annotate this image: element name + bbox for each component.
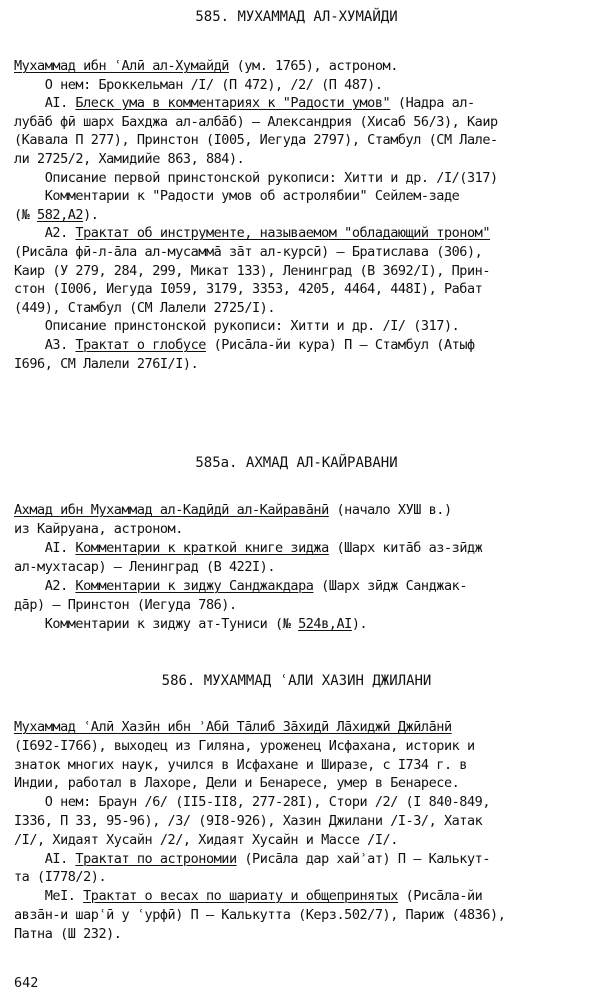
text-line (14, 925, 582, 943)
text-segment: ). (351, 616, 368, 632)
underlined-text: Мухаммад ʿАлӣ Хазӣн ибн ʾАбӣ Тāлиб Зāхидӣ Лāхиджӣ Джӣлāнӣ (14, 719, 452, 735)
text-segment: О нем: Браун /6/ (II5-II8, 277-28I), Стори /2/ (I 840-849, (14, 794, 491, 810)
text-segment: знаток многих наук, учился в Исфахане и Ширазе, с I734 г. в (14, 757, 467, 773)
text-line (14, 299, 582, 317)
text-line (14, 262, 582, 280)
text-line (14, 76, 582, 94)
text-line (14, 596, 582, 614)
text-segment: лубāб фӣ шарх Бахджа ал-албāб) – Александрия (Хисаб 56/3), Каир (14, 114, 498, 130)
text-line (14, 243, 582, 261)
text-segment: А2. (14, 578, 76, 594)
underlined-text: Комментарии к краткой книге зиджа (75, 540, 329, 556)
underlined-text: Трактат о глобусе (75, 337, 206, 353)
text-line (14, 113, 582, 131)
underlined-text: Трактат о весах по шариату и общепринятых (83, 888, 398, 904)
text-segment: из Кайруана, астроном. (14, 521, 183, 537)
text-segment: А3. (14, 337, 76, 353)
text-segment: (№ (14, 207, 38, 223)
text-segment: AI. (14, 95, 76, 111)
underlined-text: 582,А2 (37, 207, 84, 223)
text-segment: (Шарх китāб аз-зӣдж (328, 540, 483, 556)
text-segment: ал-мухтасар) – Ленинград (В 422I). (14, 559, 276, 575)
text-segment: MeI. (14, 888, 84, 904)
text-segment: та (I778/2). (14, 869, 107, 885)
text-line (14, 558, 582, 576)
text-segment: А2. (14, 225, 76, 241)
text-line (14, 94, 582, 112)
section-heading: 586. МУХАММАД ʿАЛИ ХАЗИН ДЖИЛАНИ (161, 673, 432, 689)
text-segment: AI. (14, 540, 76, 556)
underlined-text: Мухаммад ибн ʿАлӣ ал-Хумайдӣ (14, 58, 229, 74)
text-line (14, 336, 582, 354)
text-line (14, 850, 582, 868)
text-segment: (Шарх зӣдж Санджак- (313, 578, 467, 594)
section-heading: 585. МУХАММАД АЛ-ХУМАЙДИ (195, 9, 398, 25)
text-line (14, 906, 582, 924)
text-segment: (Рисāла дар хайʾат) П – Калькут- (236, 851, 491, 867)
text-segment: Патна (Ш 232). (14, 926, 122, 942)
text-line (14, 774, 582, 792)
text-segment: Комментарии к зиджу ат-Туниси (№ (14, 616, 299, 632)
text-line (14, 793, 582, 811)
section-heading: 585а. АХМАД АЛ-КАЙРАВАНИ (195, 455, 398, 471)
text-segment: (Рисāла фӣ-л-āла ал-мусаммā зāт ал-курсӣ) – Братислава (306), (14, 244, 483, 260)
underlined-text: Ахмад ибн Мухаммад ал-Кадӣдӣ ал-Кайравāнӣ (14, 502, 329, 518)
text-segment: AI. (14, 851, 76, 867)
text-segment: (Рисāла-йи кура) П – Стамбул (Атыф (205, 337, 475, 353)
text-line (14, 812, 582, 830)
text-segment: /I/, Хидаят Хусайн /2/, Хидаят Хусайн и Массе /I/. (14, 832, 398, 848)
text-line (14, 169, 582, 187)
text-line (14, 206, 582, 224)
underlined-text: 524в,AI (298, 616, 352, 632)
text-line (14, 737, 582, 755)
text-line (14, 539, 582, 557)
page-number: 642 (14, 975, 39, 991)
text-line (14, 520, 582, 538)
text-segment: (Рисāла-йи (397, 888, 483, 904)
text-segment: Индии, работал в Лахоре, Дели и Бенаресе, умер в Бенаресе. (14, 775, 460, 791)
text-segment: (I692-I766), выходец из Гиляна, уроженец Исфахана, историк и (14, 738, 475, 754)
text-segment: I696, СМ Лалели 276I/I). (14, 356, 199, 372)
text-segment: О нем: Броккельман /I/ (П 472), /2/ (П 487). (14, 77, 383, 93)
text-line (14, 187, 582, 205)
text-segment: I336, П 33, 95-96), /3/ (9I8-926), Хазин Джилани /I-3/, Хатак (14, 813, 483, 829)
text-segment: (Кавала П 277), Принстон (I005, Иегуда 2797), Стамбул (СМ Лале- (14, 132, 498, 148)
underlined-text: Комментарии к зиджу Санджакдара (75, 578, 314, 594)
text-segment: Описание принстонской рукописи: Хитти и др. /I/ (317). (14, 318, 460, 334)
text-segment: ). (83, 207, 99, 223)
text-segment: ли 2725/2, Хамидийе 863, 884). (14, 151, 245, 167)
underlined-text: Трактат по астрономии (75, 851, 237, 867)
text-line (14, 317, 582, 335)
text-line (14, 355, 582, 373)
underlined-text: Блеск ума в комментариях к "Радости умов" (75, 95, 391, 111)
text-line (14, 280, 582, 298)
text-line (14, 131, 582, 149)
underlined-text: Трактат об инструменте, называемом "обладающий троном" (75, 225, 491, 241)
text-line (14, 224, 582, 242)
text-segment: Описание первой принстонской рукописи: Хитти и др. /I/(317) (14, 170, 498, 186)
text-line (14, 887, 582, 905)
text-segment: (449), Стамбул (СМ Лалели 2725/I). (14, 300, 276, 316)
text-segment: (начало ХУШ в.) (328, 502, 452, 518)
text-line (14, 868, 582, 886)
text-line (14, 150, 582, 168)
text-line (14, 831, 582, 849)
text-line (14, 577, 582, 595)
text-segment: дāр) – Принстон (Иегуда 786). (14, 597, 237, 613)
text-line (14, 615, 582, 633)
text-line (14, 57, 582, 75)
text-segment: (ум. 1765), астроном. (228, 58, 398, 74)
text-segment: Каир (У 279, 284, 299, Микат 133), Ленинград (В 3692/I), Прин- (14, 263, 491, 279)
text-segment: авзāн-и шарʿӣ у ʿурфӣ) П – Калькутта (Керз.502/7), Париж (4836), (14, 907, 506, 923)
text-segment: Комментарии к "Радости умов об астролябии" Сейлем-заде (14, 188, 460, 204)
text-segment: (Надра ал- (390, 95, 475, 111)
text-line (14, 756, 582, 774)
text-segment: стон (I006, Иегуда I059, 3179, 3353, 4205, 4464, 448I), Рабат (14, 281, 483, 297)
text-line (14, 501, 582, 519)
text-line (14, 718, 582, 736)
